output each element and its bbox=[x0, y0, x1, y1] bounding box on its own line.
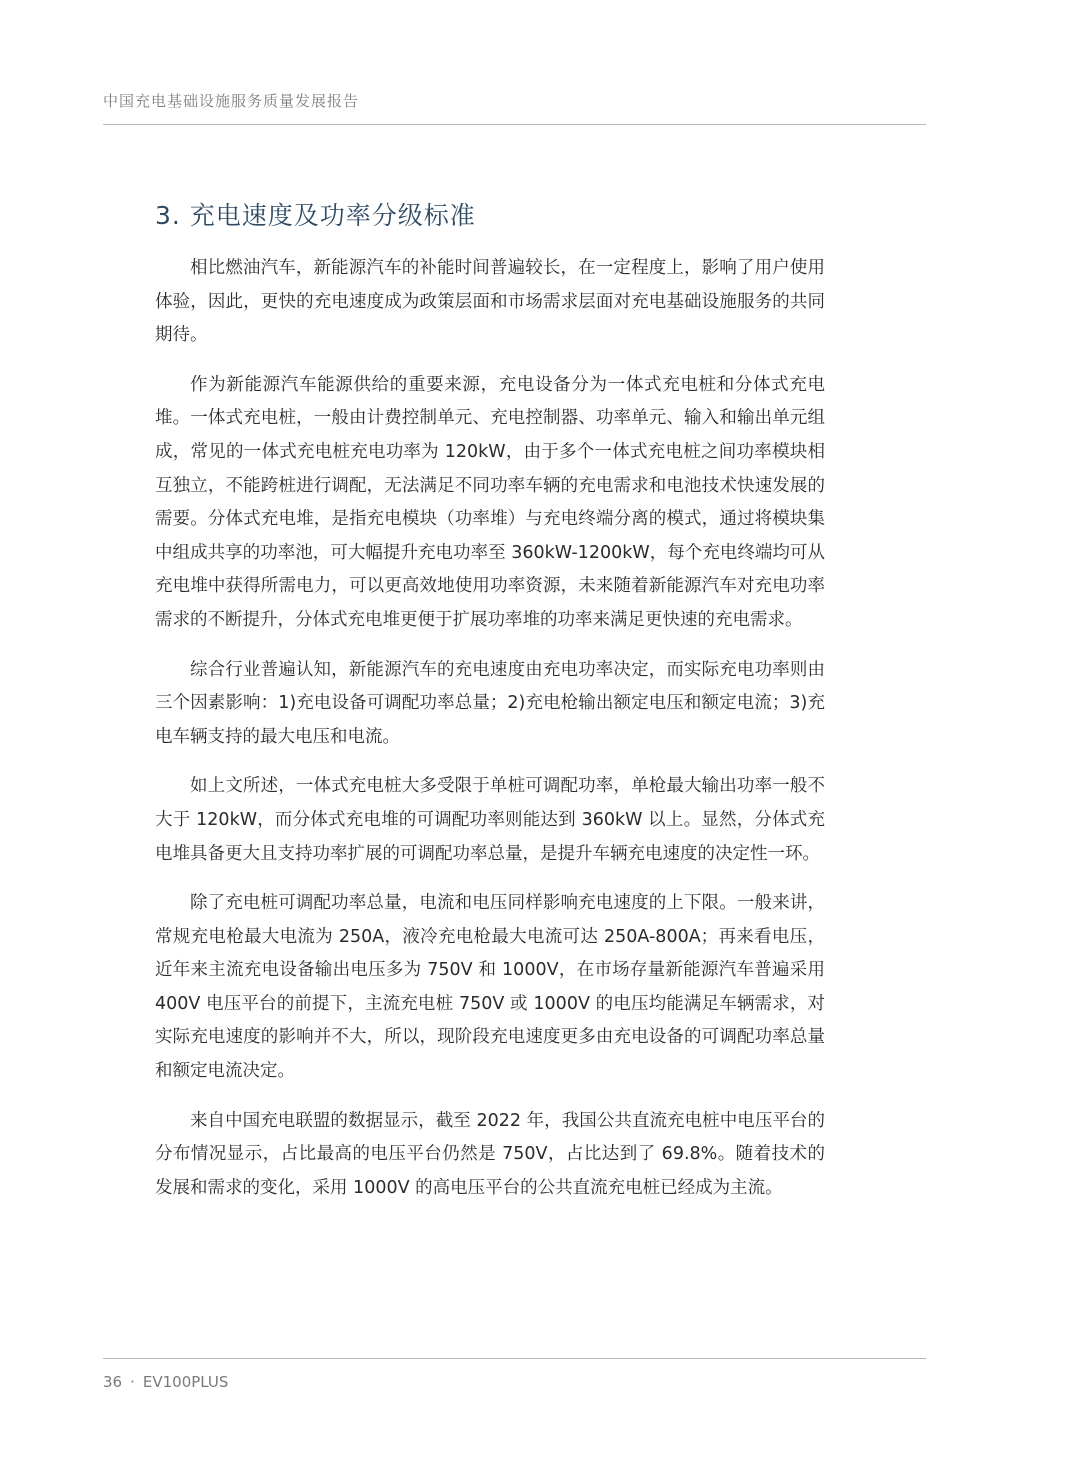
page-number: 36 bbox=[103, 1373, 123, 1391]
paragraph-3: 综合行业普遍认知，新能源汽车的充电速度由充电功率决定，而实际充电功率则由三个因素影响：1)充电设备可调配功率总量；2)充电枪输出额定电压和额定电流；3)充电车辆支持的最大电压和电流。 bbox=[155, 659, 825, 747]
paragraph-5: 除了充电桩可调配功率总量，电流和电压同样影响充电速度的上下限。一般来讲，常规充电枪最大电流为 250A，液冷充电枪最大电流可达 250A-800A；再来看电压，近年来主流充电设备输出电压多为 750V 和 1000V，在市场存量新能源汽车普遍采用 400V 电压平台的前提下，主流充电桩 750V 或 1000V 的电压均能满足车辆需求，对实际充电速度的影响并不大，所以，现阶段充电速度更多由充电设备的可调配功率总量和额定电流决定。 bbox=[155, 893, 825, 1082]
header-divider bbox=[103, 124, 926, 125]
paragraph-6: 来自中国充电联盟的数据显示，截至 2022 年，我国公共直流充电桩中电压平台的分布情况显示，占比最高的电压平台仍然是 750V，占比达到了 69.8%。随着技术的发展和需求的变化，采用 1000V 的高电压平台的公共直流充电桩已经成为主流。 bbox=[155, 1110, 825, 1198]
section-title: 3. 充电速度及功率分级标准 bbox=[155, 201, 476, 230]
footer-separator: · bbox=[130, 1373, 135, 1391]
paragraph-1: 相比燃油汽车，新能源汽车的补能时间普遍较长，在一定程度上，影响了用户使用体验，因此，更快的充电速度成为政策层面和市场需求层面对充电基础设施服务的共同期待。 bbox=[155, 258, 825, 346]
page-footer bbox=[103, 1373, 228, 1391]
footer-brand: EV100PLUS bbox=[142, 1373, 229, 1391]
paragraph-2: 作为新能源汽车能源供给的重要来源，充电设备分为一体式充电桩和分体式充电堆。一体式充电桩，一般由计费控制单元、充电控制器、功率单元、输入和输出单元组成，常见的一体式充电桩充电功率为 120kW，由于多个一体式充电桩之间功率模块相互独立，不能跨桩进行调配，无法满足不同功率车辆的充电需求和电池技术快速发展的需要。分体式充电堆，是指充电模块（功率堆）与充电终端分离的模式，通过将模块集中组成共享的功率池，可大幅提升充电功率至 360kW-1200kW，每个充电终端均可从充电堆中获得所需电力，可以更高效地使用功率资源，未来随着新能源汽车对充电功率需求的不断提升，分体式充电堆更便于扩展功率堆的功率来满足更快速的充电需求。 bbox=[155, 374, 825, 630]
paragraph-4: 如上文所述，一体式充电桩大多受限于单桩可调配功率，单枪最大输出功率一般不大于 120kW，而分体式充电堆的可调配功率则能达到 360kW 以上。显然，分体式充电堆具备更大且支持功率扩展的可调配功率总量，是提升车辆充电速度的决定性一环。 bbox=[155, 776, 825, 864]
running-header: 中国充电基础设施服务质量发展报告 bbox=[103, 92, 360, 110]
footer-divider bbox=[103, 1358, 926, 1359]
body-text bbox=[155, 252, 825, 1221]
